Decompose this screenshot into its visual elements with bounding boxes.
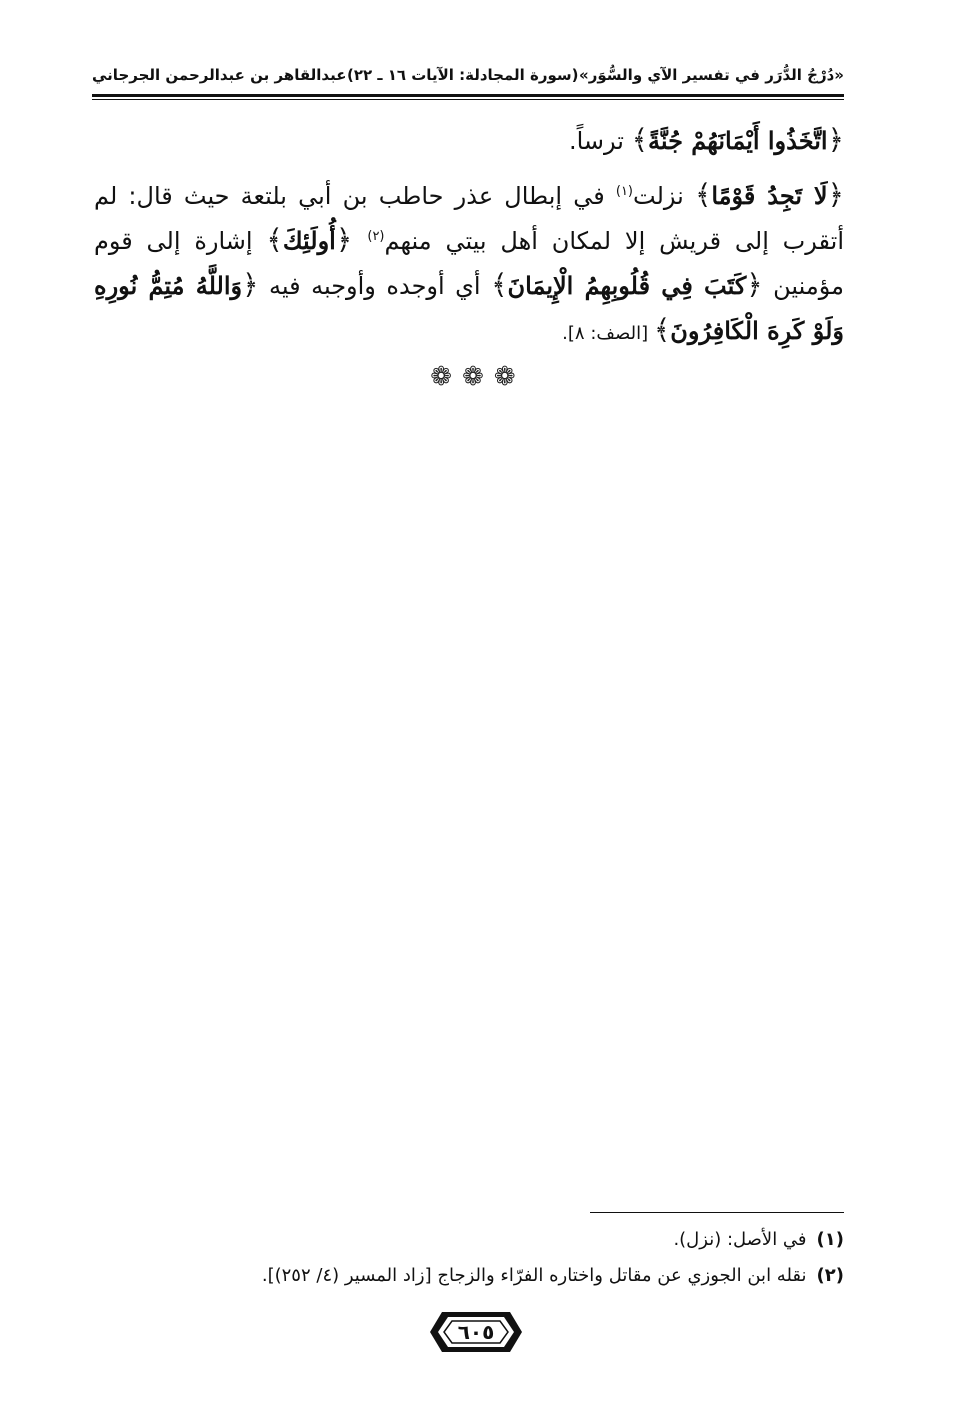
- paragraph-text: أي أوجده وأوجبه فيه: [258, 272, 492, 300]
- quran-quote: لَا تَجِدُ قَوْمًا: [711, 181, 828, 210]
- flower-ornament-icon: ❁: [430, 362, 463, 392]
- quran-quote: أُولَئِكَ: [282, 226, 336, 255]
- quran-bracket-close: ﴾: [266, 223, 283, 256]
- page-number-badge: [428, 1310, 524, 1354]
- quran-bracket-open: ﴿: [746, 268, 763, 301]
- paragraph-2: [94, 173, 844, 356]
- footnotes: [120, 1222, 844, 1294]
- section-divider-ornament: [0, 362, 956, 392]
- quran-quote: اتَّخَذُوا أَيْمَانَهُمْ جُنَّةً: [647, 126, 828, 155]
- page-number: ٦٠٥: [457, 1320, 495, 1344]
- footnote-text: في الأصل: (نزل).: [673, 1229, 807, 1250]
- paragraph-text: في إبطال عذر حاطب بن أبي بلتعة حيث قال: لم أتقرب إلى قريش إلا لمكان أهل بيتي منهم: [94, 182, 845, 255]
- flower-ornament-icon: ❁: [462, 362, 494, 392]
- main-text: [94, 118, 844, 356]
- footnote-marker-1[interactable]: (١): [615, 184, 633, 199]
- footnote-1: [120, 1222, 844, 1258]
- quran-bracket-close: ﴾: [653, 313, 671, 346]
- header-rule-thin: [92, 99, 844, 100]
- footnote-text: نقله ابن الجوزي عن مقاتل واختاره الفرّاء والزجاج [زاد المسير (٤/ ٢٥٢)].: [261, 1265, 807, 1286]
- quran-bracket-open: ﴿: [242, 268, 259, 301]
- footnote-2: [120, 1258, 844, 1294]
- quran-bracket-open: ﴿: [827, 178, 844, 211]
- quran-bracket-open: ﴿: [335, 223, 368, 256]
- paragraph-text: ترساً.: [568, 127, 632, 155]
- quran-bracket-open: ﴿: [827, 123, 844, 156]
- verse-reference: [الصف: ٨].: [562, 323, 654, 344]
- footnote-marker-2[interactable]: (٢): [367, 229, 385, 244]
- paragraph-1: [94, 118, 844, 163]
- header-rule-thick: [92, 94, 844, 97]
- quran-bracket-close: ﴾: [631, 123, 648, 156]
- author-name: عبدالقاهر بن عبدالرحمن الجرجاني: [92, 66, 347, 84]
- paragraph-text: إشارة إلى قوم مؤمنين: [94, 227, 845, 300]
- quran-bracket-close: ﴾: [694, 178, 712, 211]
- paragraph-text: نزلت: [633, 182, 695, 210]
- footnote-number: (٢): [816, 1265, 844, 1286]
- running-header: [92, 60, 844, 90]
- footnote-separator: [590, 1212, 844, 1213]
- footnote-number: (١): [816, 1229, 844, 1250]
- quran-quote: كَتَبَ فِي قُلُوبِهِمُ الْإِيمَانَ: [507, 271, 747, 300]
- flower-ornament-icon: ❁: [493, 362, 526, 392]
- quran-quote: وَاللَّهُ مُتِمُّ نُورِهِ وَلَوْ كَرِهَ الْكَافِرُونَ: [94, 271, 844, 345]
- book-title: «دُرْجُ الدُّرَر في تفسير الآي والسُّوَر»: [579, 66, 844, 84]
- quran-bracket-close: ﴾: [491, 268, 508, 301]
- surah-range: (سورة المجادلة: الآيات ١٦ ـ ٢٢): [346, 66, 579, 84]
